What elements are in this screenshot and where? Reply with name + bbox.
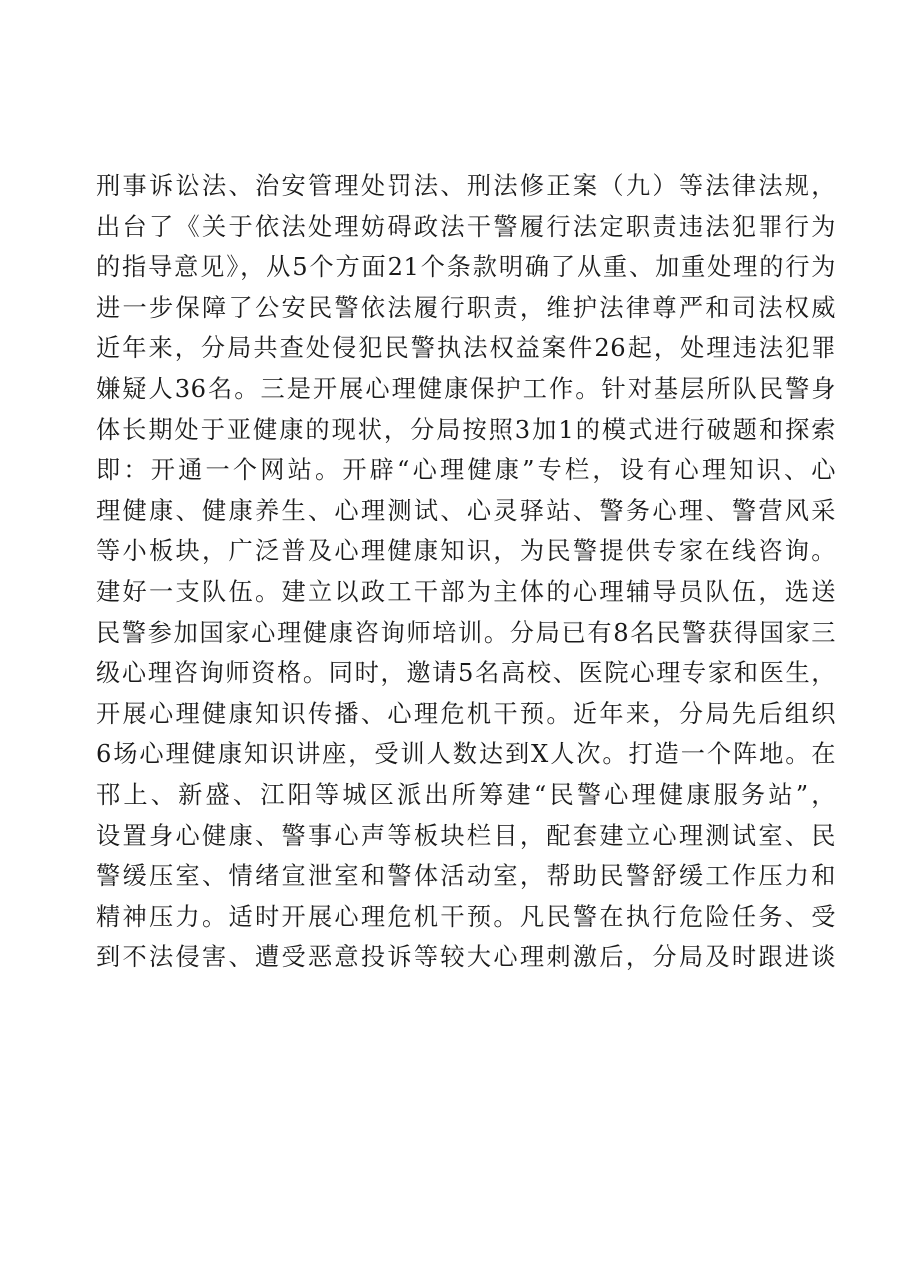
text-line-16: 邗上、新盛、江阳等城区派出所筹建“民警心理健康服务站”， bbox=[96, 780, 836, 809]
body-text bbox=[96, 166, 836, 978]
text-line-11: 建好一支队伍。建立以政工干部为主体的心理辅导员队伍，选送 bbox=[96, 577, 836, 606]
text-line-15: 6场心理健康知识讲座，受训人数达到X人次。打造一个阵地。在 bbox=[96, 740, 836, 769]
text-line-6: 嫌疑人36名。三是开展心理健康保护工作。针对基层所队民警身 bbox=[96, 374, 836, 403]
text-line-18: 警缓压室、情绪宣泄室和警体活动室，帮助民警舒缓工作压力和 bbox=[96, 862, 836, 891]
text-line-8: 即：开通一个网站。开辟“心理健康”专栏，设有心理知识、心 bbox=[96, 456, 836, 485]
text-line-3: 的指导意见》，从5个方面21个条款明确了从重、加重处理的行为 bbox=[96, 253, 836, 282]
text-line-7: 体长期处于亚健康的现状，分局按照3加1的模式进行破题和探索 bbox=[96, 415, 836, 444]
text-line-4: 进一步保障了公安民警依法履行职责，维护法律尊严和司法权威 bbox=[96, 293, 836, 322]
text-line-5: 近年来，分局共查处侵犯民警执法权益案件26起，处理违法犯罪 bbox=[96, 334, 836, 363]
text-line-14: 开展心理健康知识传播、心理危机干预。近年来，分局先后组织 bbox=[96, 699, 836, 728]
text-line-9: 理健康、健康养生、心理测试、心灵驿站、警务心理、警营风采 bbox=[96, 496, 836, 525]
text-line-1: 刑事诉讼法、治安管理处罚法、刑法修正案（九）等法律法规， bbox=[96, 172, 836, 200]
text-line-13: 级心理咨询师资格。同时，邀请5名高校、医院心理专家和医生， bbox=[96, 659, 836, 688]
text-line-17: 设置身心健康、警事心声等板块栏目，配套建立心理测试室、民 bbox=[96, 821, 836, 850]
text-line-20: 到不法侵害、遭受恶意投诉等较大心理刺激后，分局及时跟进谈 bbox=[96, 943, 836, 972]
text-line-12: 民警参加国家心理健康咨询师培训。分局已有8名民警获得国家三 bbox=[96, 618, 836, 647]
text-line-10: 等小板块，广泛普及心理健康知识，为民警提供专家在线咨询。 bbox=[96, 537, 836, 566]
text-line-2: 出台了《关于依法处理妨碍政法干警履行法定职责违法犯罪行为 bbox=[96, 212, 836, 241]
text-line-19: 精神压力。适时开展心理危机干预。凡民警在执行危险任务、受 bbox=[96, 902, 836, 931]
